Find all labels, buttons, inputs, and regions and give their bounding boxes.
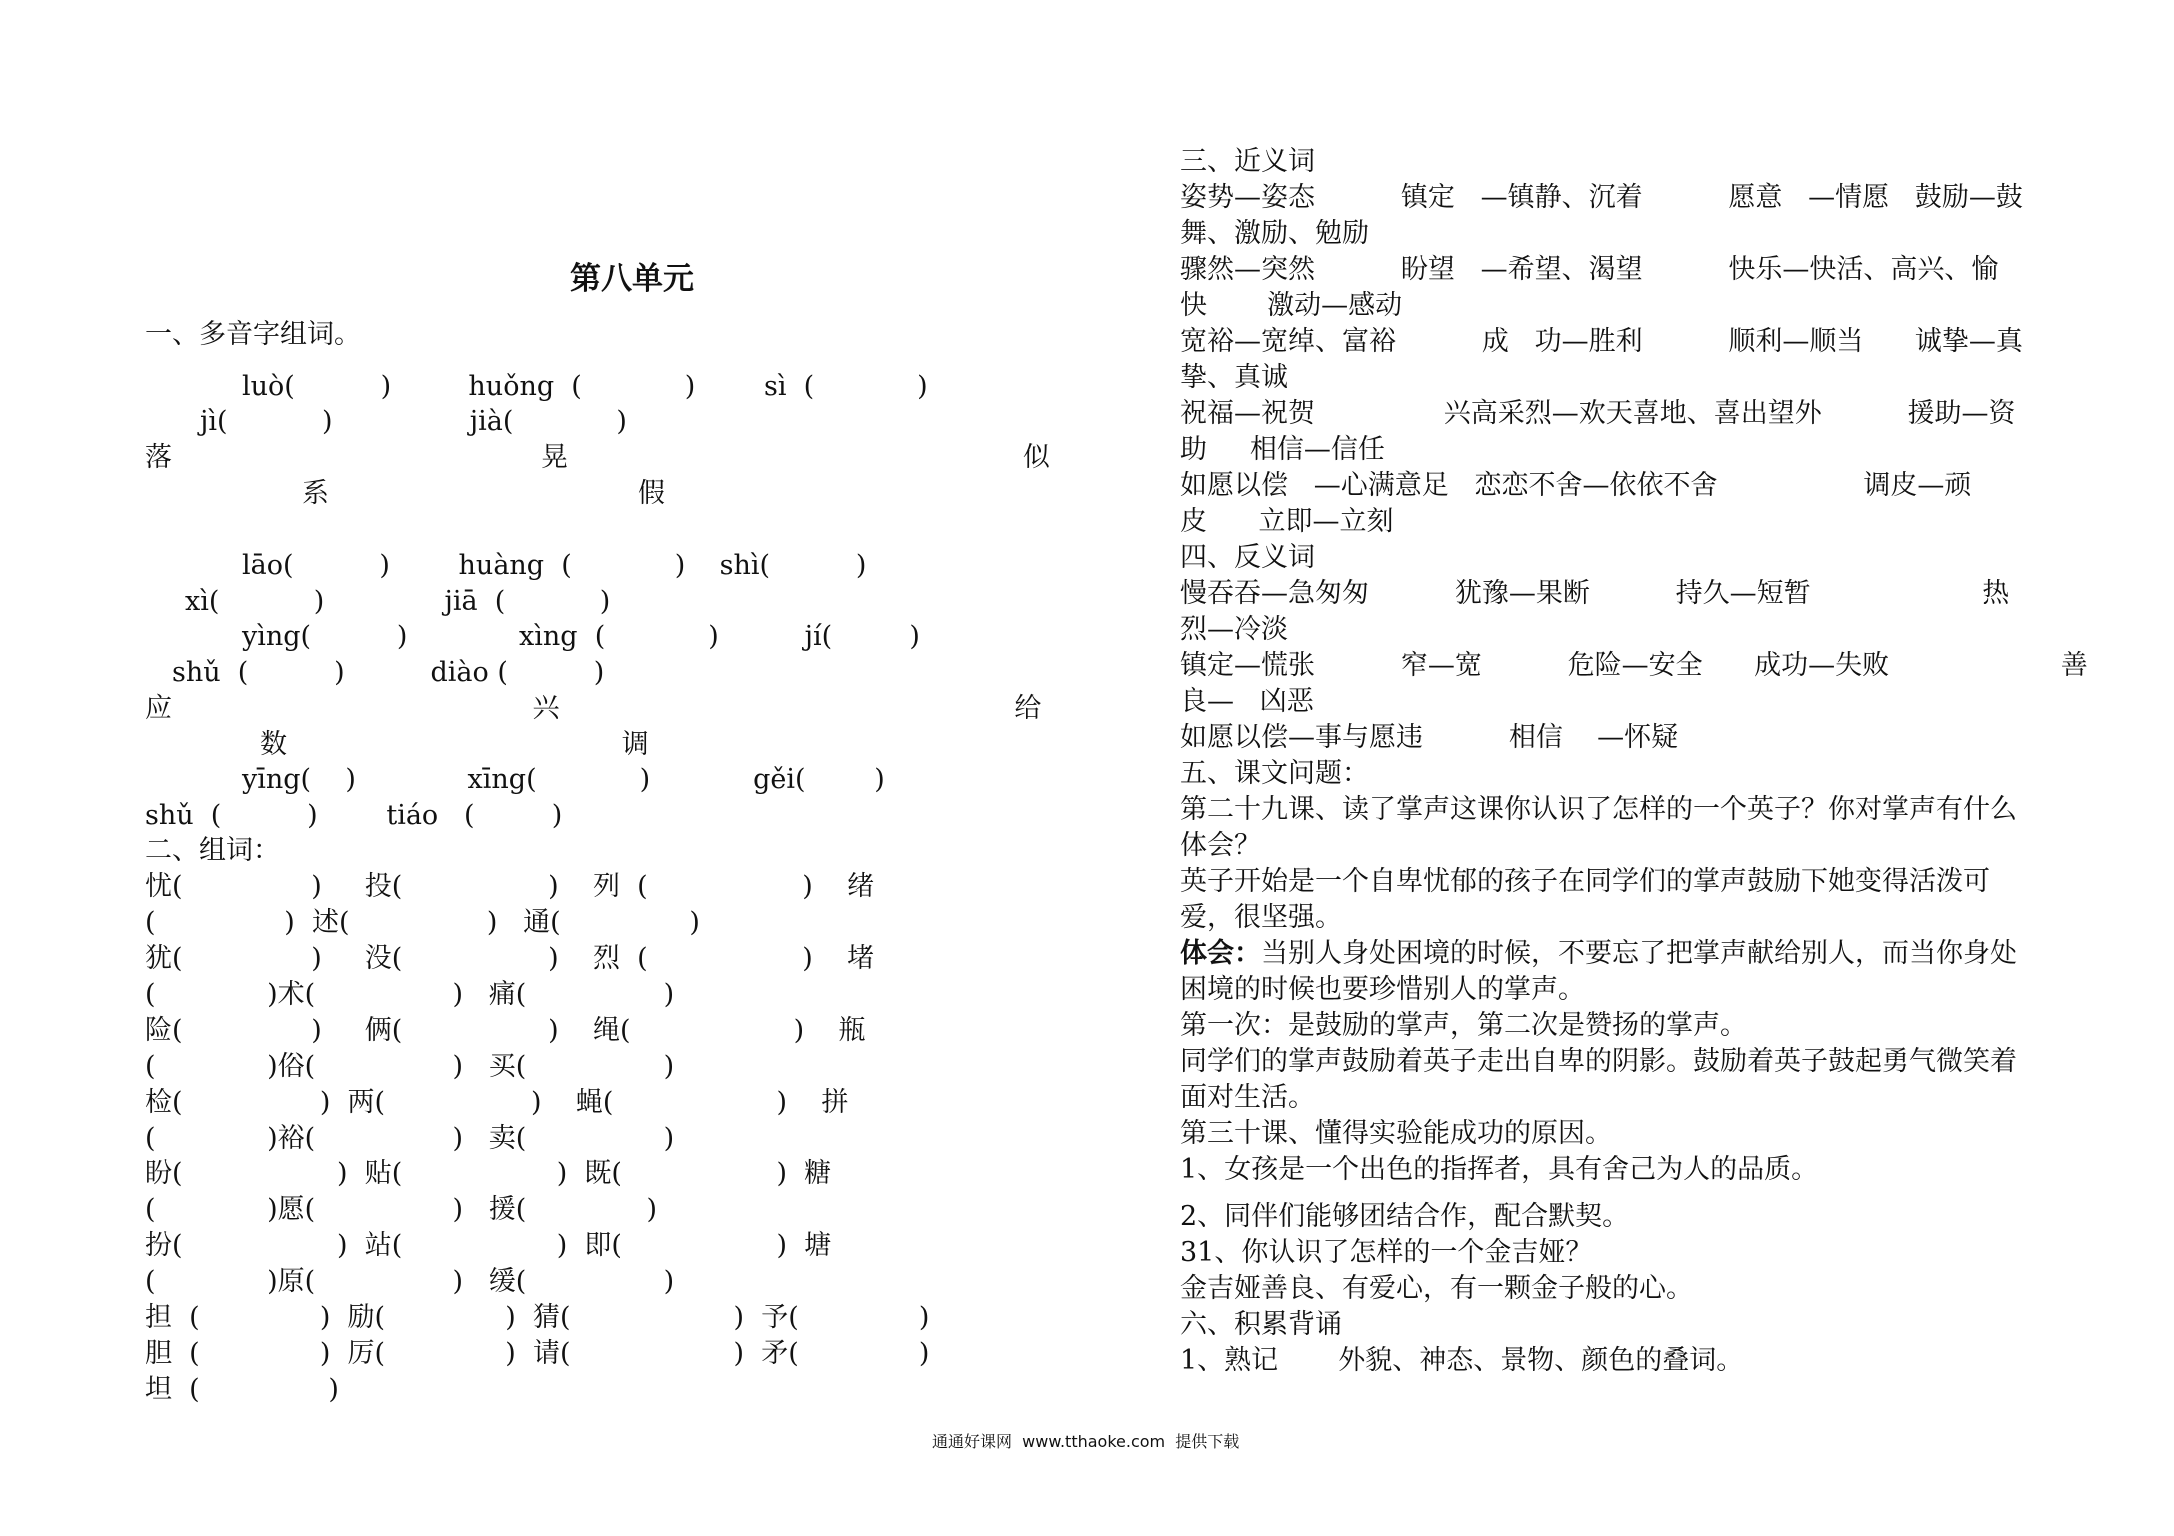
right-line: 爱，很坚强。 [1180,902,1342,933]
section-heading-polyphone: 一、多音字组词。 [145,319,361,350]
poly-line: lāo( ) huàng ( ) shì( ) [242,550,867,581]
right-line: 皮 立即—立刻 [1180,506,1394,537]
tihui-text: 当别人身处困境的时候，不要忘了把掌声献给别人，而当你身处 [1261,938,2017,969]
poly-line: shǔ ( ) diào ( ) [172,657,605,688]
poly-line: xì( ) jiā ( ) [185,586,611,617]
right-line: 第一次：是鼓励的掌声，第二次是赞扬的掌声。 [1180,1010,1747,1041]
right-line: 宽裕—宽绰、富裕 成 功—胜利 顺利—顺当 诚挚—真 [1180,326,2023,357]
right-line: 快 激动—感动 [1180,290,1403,321]
right-line: 助 相信—信任 [1180,434,1385,465]
right-line: 同学们的掌声鼓励着英子走出自卑的阴影。鼓励着英子鼓起勇气微笑着 [1180,1046,2017,1077]
right-line: 姿势—姿态 镇定 —镇静、沉着 愿意 —情愿 鼓励—鼓 [1180,182,2023,213]
group-line: ( )术( ) 痛( ) [145,979,675,1010]
right-line: 第二十九课、读了掌声这课你认识了怎样的一个英子？你对掌声有什么 [1180,794,2017,825]
poly-line: shǔ ( ) tiáo ( ) [145,800,563,831]
poly-line: yìng( ) xìng ( ) jí( ) [242,621,920,652]
group-line: 扮( ) 站( ) 即( ) 塘 [145,1230,832,1261]
group-line: 检( ) 两( ) 蝇( ) 拼 [145,1087,849,1118]
poly-line: luò( ) huǒng ( ) sì ( ) [242,371,928,402]
right-line: 祝福—祝贺 兴高采烈—欢天喜地、喜出望外 援助—资 [1180,398,2016,429]
group-line: 盼( ) 贴( ) 既( ) 糖 [145,1158,832,1189]
group-line: ( ) 述( ) 通( ) [145,907,700,938]
right-line: 烈—冷淡 [1180,614,1288,645]
group-line: ( )原( ) 缓( ) [145,1266,675,1297]
group-line: 胆 ( ) 厉( ) 请( ) 矛( ) [145,1338,930,1369]
poly-line: jì( ) jià( ) [200,406,627,437]
group-line: 犹( ) 没( ) 烈 ( ) 堵 [145,943,875,974]
group-line: 担 ( ) 励( ) 猜( ) 予( ) [145,1302,930,1333]
group-line: ( )俗( ) 买( ) [145,1051,675,1082]
poly-line: 系 假 [302,478,665,509]
right-line: 慢吞吞—急匆匆 犹豫—果断 持久—短暂 热 [1180,578,2010,609]
right-line: 面对生活。 [1180,1082,1315,1113]
right-line: 31、你认识了怎样的一个金吉娅？ [1180,1237,1593,1268]
right-line: 金吉娅善良、有爱心，有一颗金子般的心。 [1180,1273,1693,1304]
right-line: 体会？ [1180,830,1261,861]
right-line: 良— 凶恶 [1180,686,1314,717]
group-line: 坦 ( ) [145,1374,339,1405]
section-heading-words: 二、组词： [145,835,280,866]
tihui-label: 体会： [1180,938,1261,969]
group-line: ( )愿( ) 援( ) [145,1194,657,1225]
right-line: 困境的时候也要珍惜别人的掌声。 [1180,974,1585,1005]
unit-title: 第八单元 [570,261,694,297]
right-line: 六、积累背诵 [1180,1309,1342,1340]
poly-line: yīng( ) xīng( ) gěi( ) [242,764,885,795]
poly-line: 数 调 [260,729,649,760]
right-line: 舞、激励、勉励 [1180,218,1369,249]
right-line: 挚、真诚 [1180,362,1288,393]
right-line: 五、课文问题： [1180,758,1369,789]
right-line: 镇定—慌张 窄—宽 危险—安全 成功—失败 善 [1180,650,2088,681]
right-line: 四、反义词 [1180,542,1315,573]
right-line: 如愿以偿—事与愿违 相信 —怀疑 [1180,722,1679,753]
right-line: 三、近义词 [1180,146,1315,177]
right-line: 2、同伴们能够团结合作，配合默契。 [1180,1201,1630,1232]
right-line-tihui [1180,937,2017,971]
group-line: 忧( ) 投( ) 列 ( ) 绪 [145,871,875,902]
right-line: 骤然—突然 盼望 —希望、渴望 快乐—快活、高兴、愉 [1180,254,1999,285]
footer-credit: 通通好课网 www.tthaoke.com 提供下载 [932,1432,1240,1451]
group-line: 险( ) 俩( ) 绳( ) 瓶 [145,1015,866,1046]
group-line: ( )裕( ) 卖( ) [145,1123,675,1154]
poly-line: 应 兴 给 [145,693,1042,724]
right-line: 1、女孩是一个出色的指挥者，具有舍己为人的品质。 [1180,1154,1819,1185]
right-line: 第三十课、懂得实验能成功的原因。 [1180,1118,1612,1149]
poly-line: 落 晃 似 [145,442,1050,473]
right-line: 英子开始是一个自卑忧郁的孩子在同学们的掌声鼓励下她变得活泼可 [1180,866,1990,897]
right-line: 如愿以偿 —心满意足 恋恋不舍—依依不舍 调皮—顽 [1180,470,1972,501]
right-line: 1、熟记 外貌、神态、景物、颜色的叠词。 [1180,1345,1744,1376]
